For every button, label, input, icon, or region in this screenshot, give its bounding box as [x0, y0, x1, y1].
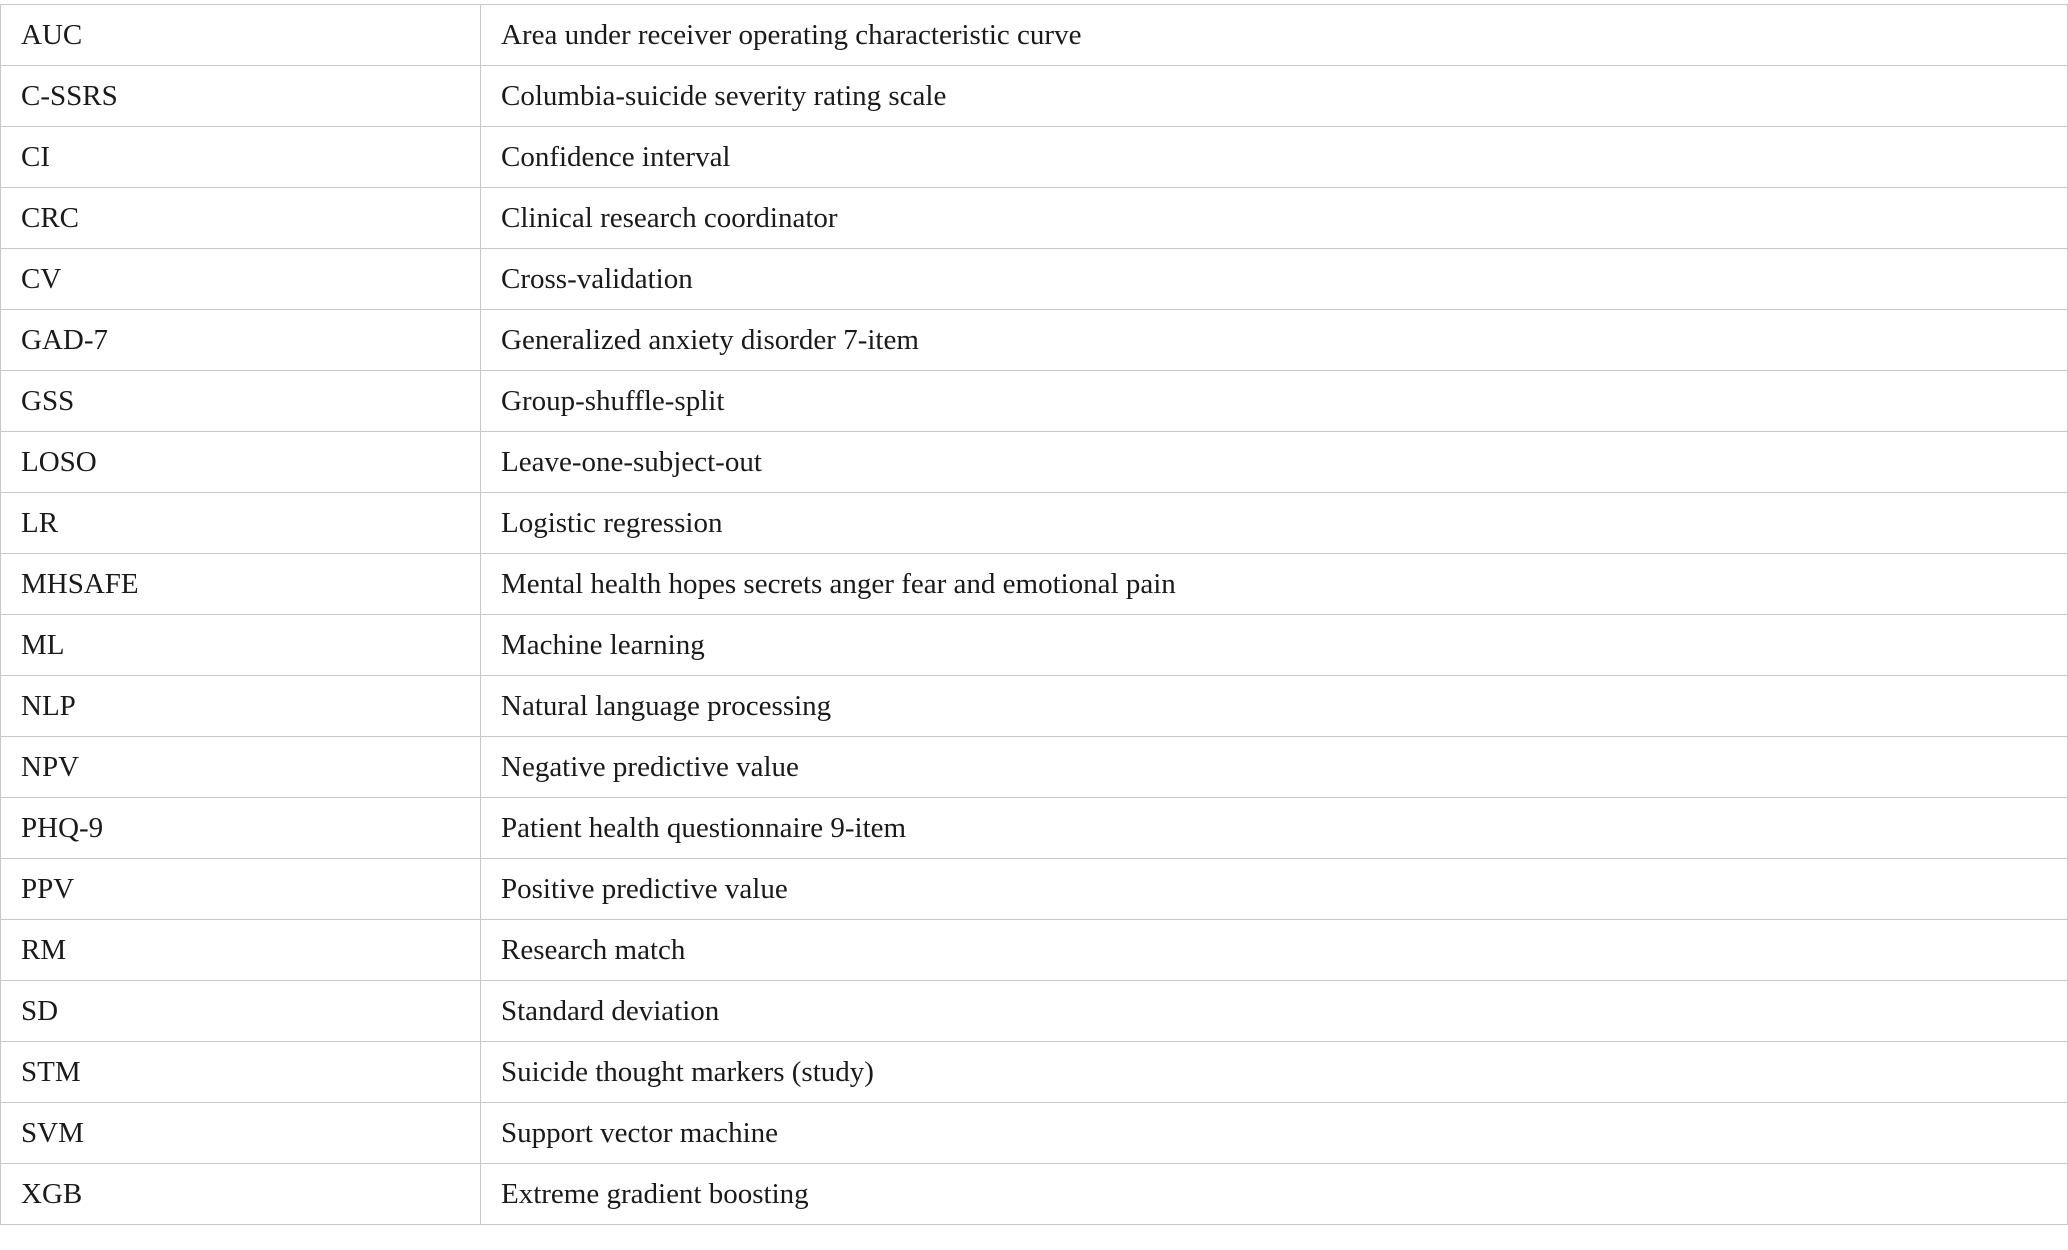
table-row: [1, 310, 2068, 371]
definition-cell: Negative predictive value: [481, 737, 2068, 798]
abbreviation-cell: SD: [1, 981, 481, 1042]
table-row: [1, 615, 2068, 676]
definition-cell: Columbia-suicide severity rating scale: [481, 66, 2068, 127]
table-row: [1, 493, 2068, 554]
definition-cell: Mental health hopes secrets anger fear and emotional pain: [481, 554, 2068, 615]
abbreviation-cell: AUC: [1, 5, 481, 66]
abbreviation-cell: RM: [1, 920, 481, 981]
definition-cell: Machine learning: [481, 615, 2068, 676]
abbreviation-cell: PHQ-9: [1, 798, 481, 859]
definition-cell: Confidence interval: [481, 127, 2068, 188]
definition-cell: Extreme gradient boosting: [481, 1164, 2068, 1225]
table-row: [1, 859, 2068, 920]
abbreviations-table-body: [1, 5, 2068, 1225]
abbreviation-cell: CI: [1, 127, 481, 188]
definition-cell: Research match: [481, 920, 2068, 981]
table-row: [1, 188, 2068, 249]
table-row: [1, 554, 2068, 615]
definition-cell: Cross-validation: [481, 249, 2068, 310]
abbreviation-cell: LR: [1, 493, 481, 554]
abbreviation-cell: GSS: [1, 371, 481, 432]
definition-cell: Group-shuffle-split: [481, 371, 2068, 432]
table-row: [1, 127, 2068, 188]
definition-cell: Support vector machine: [481, 1103, 2068, 1164]
definition-cell: Area under receiver operating characteristic curve: [481, 5, 2068, 66]
abbreviations-table: [0, 4, 2068, 1225]
table-row: [1, 1042, 2068, 1103]
table-row: [1, 676, 2068, 737]
abbreviation-cell: CRC: [1, 188, 481, 249]
table-row: [1, 1103, 2068, 1164]
table-row: [1, 1164, 2068, 1225]
abbreviation-cell: NLP: [1, 676, 481, 737]
abbreviation-cell: NPV: [1, 737, 481, 798]
definition-cell: Natural language processing: [481, 676, 2068, 737]
abbreviation-cell: STM: [1, 1042, 481, 1103]
table-row: [1, 798, 2068, 859]
definition-cell: Patient health questionnaire 9-item: [481, 798, 2068, 859]
table-row: [1, 432, 2068, 493]
table-row: [1, 249, 2068, 310]
abbreviation-cell: XGB: [1, 1164, 481, 1225]
abbreviation-cell: LOSO: [1, 432, 481, 493]
definition-cell: Positive predictive value: [481, 859, 2068, 920]
table-row: [1, 737, 2068, 798]
abbreviation-cell: ML: [1, 615, 481, 676]
definition-cell: Suicide thought markers (study): [481, 1042, 2068, 1103]
table-row: [1, 66, 2068, 127]
definition-cell: Clinical research coordinator: [481, 188, 2068, 249]
definition-cell: Standard deviation: [481, 981, 2068, 1042]
definition-cell: Generalized anxiety disorder 7-item: [481, 310, 2068, 371]
abbreviation-cell: C-SSRS: [1, 66, 481, 127]
abbreviation-cell: GAD-7: [1, 310, 481, 371]
table-row: [1, 371, 2068, 432]
abbreviation-cell: CV: [1, 249, 481, 310]
definition-cell: Leave-one-subject-out: [481, 432, 2068, 493]
table-row: [1, 981, 2068, 1042]
table-row: [1, 5, 2068, 66]
table-row: [1, 920, 2068, 981]
definition-cell: Logistic regression: [481, 493, 2068, 554]
abbreviation-cell: SVM: [1, 1103, 481, 1164]
abbreviation-cell: PPV: [1, 859, 481, 920]
abbreviation-cell: MHSAFE: [1, 554, 481, 615]
